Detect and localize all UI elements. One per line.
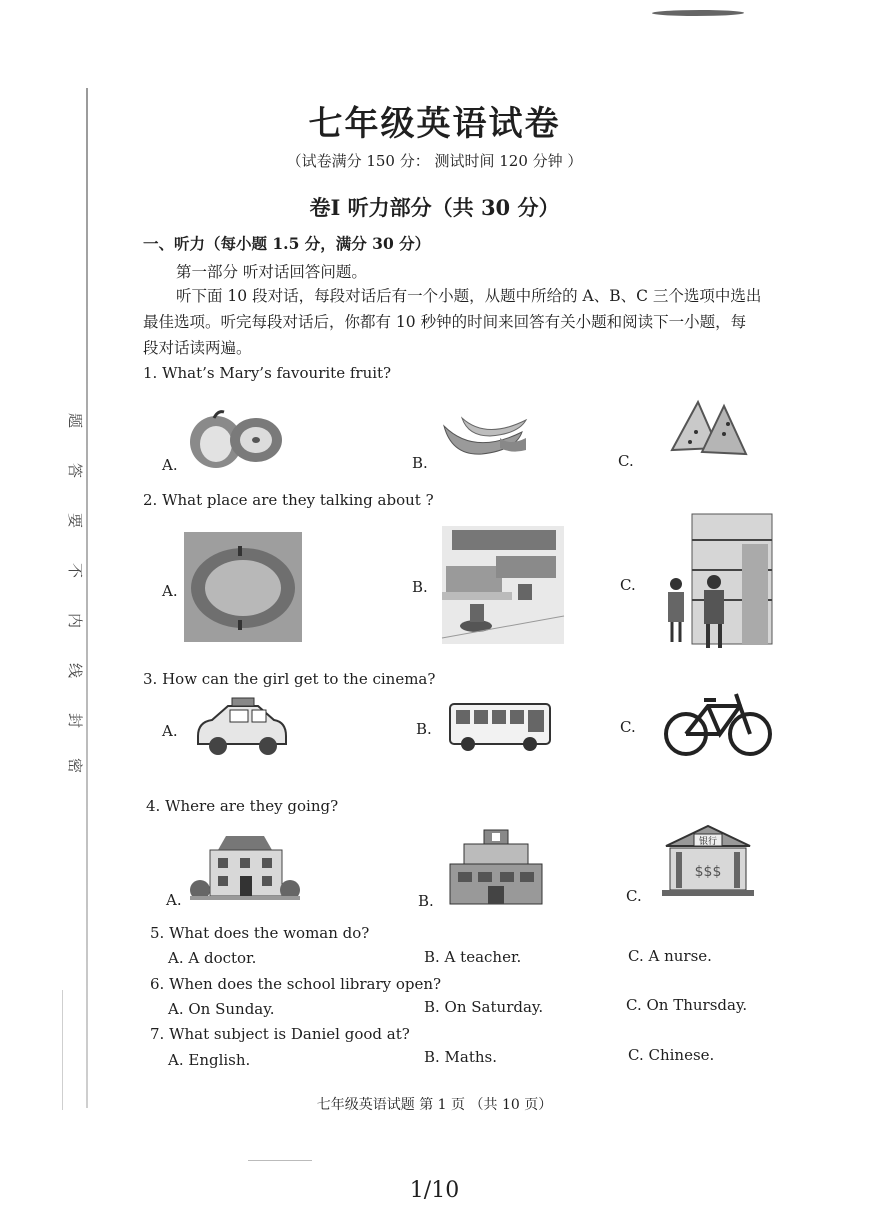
library-image <box>662 514 772 652</box>
seal-char: 题 <box>66 412 85 429</box>
seal-char: 密 <box>66 757 85 774</box>
seal-char: 线 <box>66 662 85 679</box>
question-prompt: 5. What does the woman do? <box>150 924 370 942</box>
option-label: A. On Sunday. <box>168 1000 275 1018</box>
option-label: A. <box>162 456 178 474</box>
option-label: A. <box>162 722 178 740</box>
bus-image <box>448 700 552 752</box>
watermelon-image <box>668 398 750 464</box>
option-label: A. <box>162 582 178 600</box>
instruction-line: 最佳选项。听完每段对话后，你都有 10 秒钟的时间来回答有关小题和阅读下一小题，每 <box>143 313 747 331</box>
seal-char: 内 <box>66 612 85 629</box>
question-prompt: 4. Where are they going? <box>146 797 339 815</box>
computer-room-image <box>442 526 564 644</box>
seal-char: 要 <box>66 512 85 529</box>
seal-char: 不 <box>66 562 85 579</box>
seal-char: 封 <box>66 712 85 729</box>
bank-image <box>660 824 756 898</box>
apple-image <box>188 408 288 472</box>
option-label: B. On Saturday. <box>424 998 544 1016</box>
option-label: C. <box>626 887 642 905</box>
binding-margin-line-lower <box>62 990 63 1110</box>
option-label: B. <box>412 454 428 472</box>
option-label: A. English. <box>168 1051 251 1069</box>
bank-sign-text: 银行 <box>698 837 718 847</box>
page-number: 1/10 <box>409 1178 460 1203</box>
question-prompt: 6. When does the school library open? <box>150 975 442 993</box>
section-heading: 卷I 听力部分（共 30 分） <box>309 195 560 220</box>
instruction-line: 段对话读两遍。 <box>143 339 252 357</box>
divider <box>248 1160 312 1161</box>
option-label: C. On Thursday. <box>626 996 748 1014</box>
question-prompt: 1. What’s Mary’s favourite fruit? <box>143 364 392 382</box>
option-label: B. <box>416 720 432 738</box>
option-label: B. A teacher. <box>424 948 522 966</box>
question-prompt: 2. What place are they talking about ? <box>143 491 434 509</box>
option-label: B. Maths. <box>424 1048 498 1066</box>
taxi-image <box>192 696 290 758</box>
scan-mark <box>650 10 745 16</box>
option-label: C. <box>620 576 636 594</box>
banana-image <box>440 408 532 464</box>
seal-char: 答 <box>66 462 85 479</box>
bank-dollar-text: $$$ <box>694 864 722 880</box>
option-label: B. <box>412 578 428 596</box>
hospital-image <box>448 830 544 906</box>
seal-line-text <box>60 410 88 790</box>
part-heading: 一、听力（每小题 1.5 分，满分 30 分） <box>143 234 431 253</box>
option-label: B. <box>418 892 434 910</box>
option-label: C. Chinese. <box>628 1046 715 1064</box>
school-building-image <box>190 834 300 902</box>
bicycle-image <box>664 688 774 758</box>
question-prompt: 7. What subject is Daniel good at? <box>150 1025 410 1043</box>
playground-image <box>184 532 302 642</box>
question-prompt: 3. How can the girl get to the cinema? <box>143 670 436 688</box>
option-label: C. <box>620 718 636 736</box>
option-label: A. A doctor. <box>168 949 257 967</box>
page-title: 七年级英语试卷 <box>308 104 561 144</box>
option-label: C. <box>618 452 634 470</box>
page-footer: 七年级英语试题 第 1 页 （共 10 页） <box>316 1097 553 1113</box>
instruction-line: 听下面 10 段对话，每段对话后有一个小题，从题中所给的 A、B、C 三个选项中选出 <box>176 287 762 305</box>
exam-info: （试卷满分 150 分： 测试时间 120 分钟 ） <box>286 152 583 170</box>
part-subheading: 第一部分 听对话回答问题。 <box>176 263 367 281</box>
option-label: A. <box>166 891 182 909</box>
option-label: C. A nurse. <box>628 947 712 965</box>
